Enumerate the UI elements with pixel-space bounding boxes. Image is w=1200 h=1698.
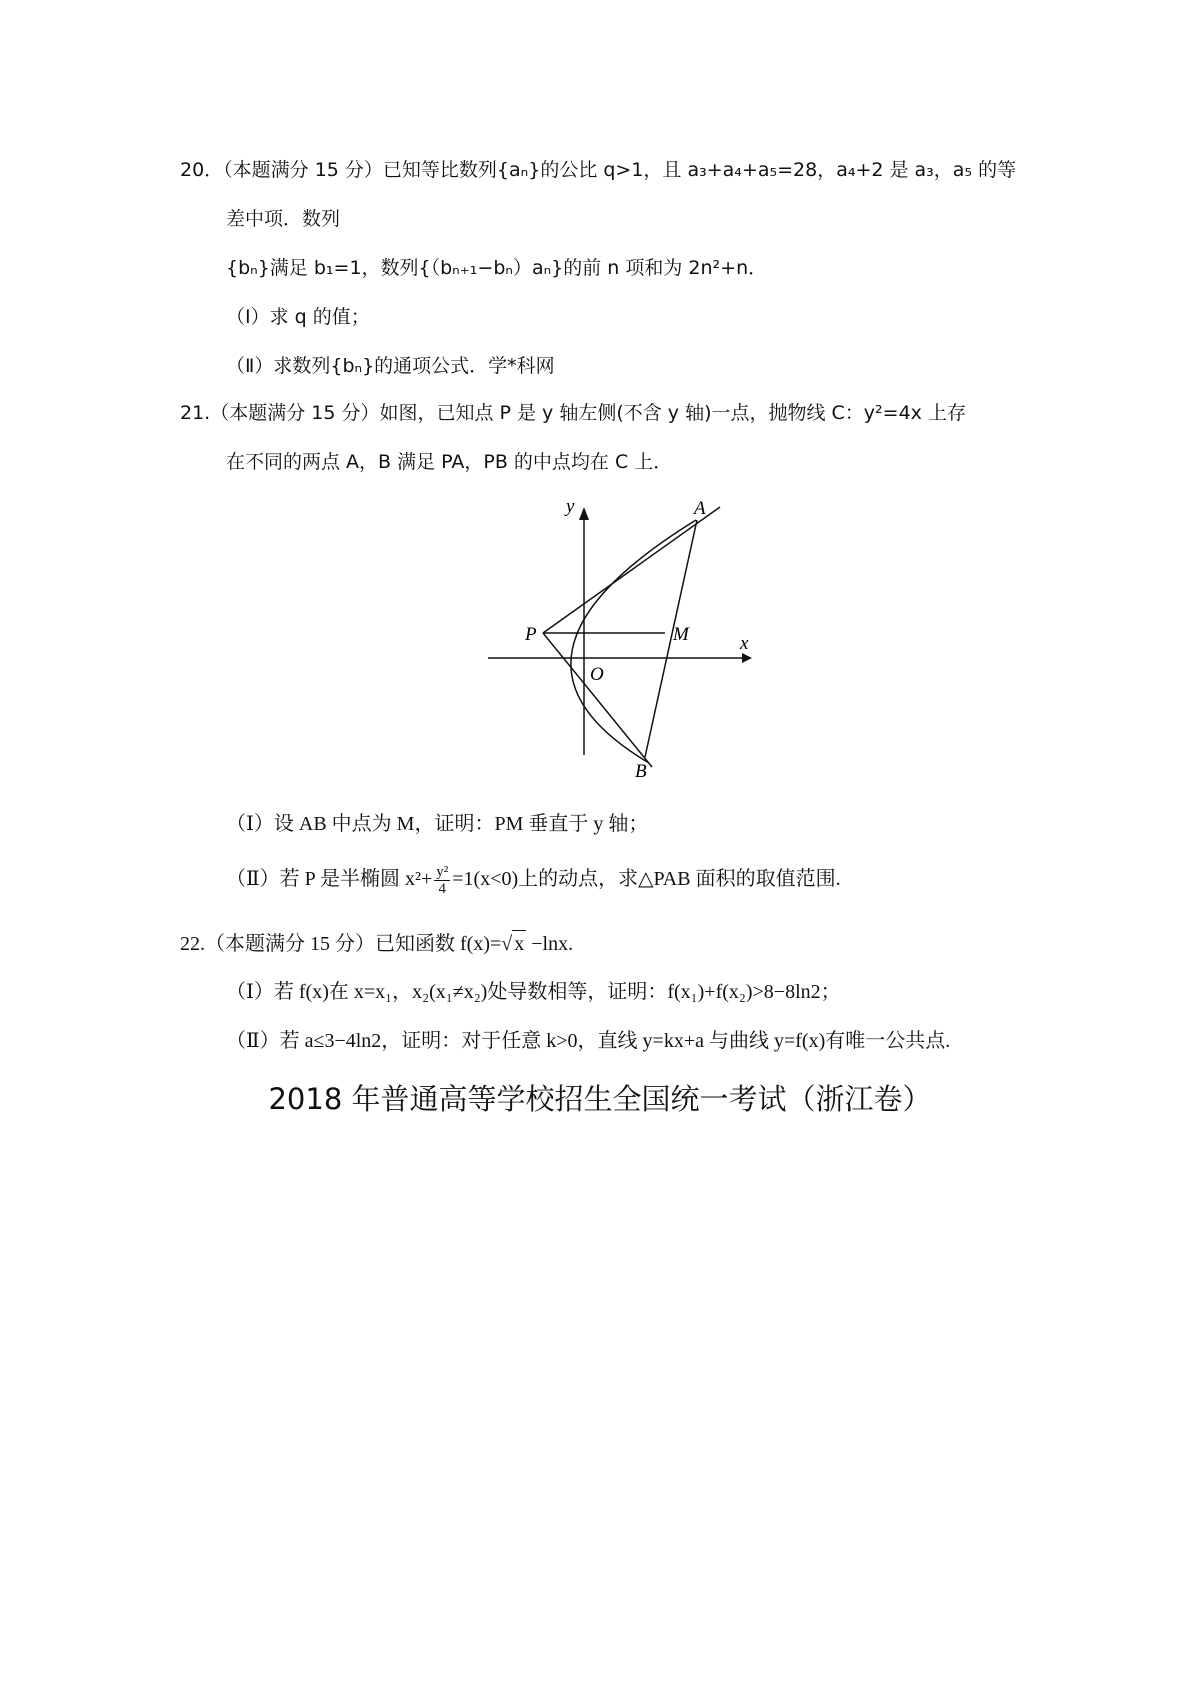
label-b: B xyxy=(635,761,647,780)
q20-line3: {bₙ}满足 b₁=1，数列{（bₙ₊₁−bₙ）aₙ}的前 n 项和为 2n²+n． xyxy=(226,257,768,279)
q22-line1-pre: 22.（本题满分 15 分）已知函数 f(x)= xyxy=(180,933,502,955)
label-p: P xyxy=(525,624,537,645)
q20-part1: （Ⅰ）求 q 的值； xyxy=(226,306,370,328)
q22-line1 xyxy=(180,930,573,957)
q21-part2-pre: （Ⅱ）若 P 是半椭圆 x²+ xyxy=(226,868,433,890)
label-a: A xyxy=(694,498,706,519)
label-m: M xyxy=(673,624,689,645)
q20-part2: （Ⅱ）求数列{bₙ}的通项公式．学*科网 xyxy=(226,355,555,377)
sqrt-radicand: x xyxy=(512,930,526,957)
q21-part2 xyxy=(226,857,841,901)
label-o: O xyxy=(590,664,604,685)
fraction-denominator: 4 xyxy=(438,880,446,897)
q21-part2-post: =1(x<0)上的动点，求△PAB 面积的取值范围. xyxy=(452,868,841,890)
exam-title: 2018 年普通高等学校招生全国统一考试（浙江卷） xyxy=(268,1082,932,1116)
label-y: y xyxy=(566,496,575,517)
q20-line2: 差中项．数列 xyxy=(226,208,341,230)
q22-part2: （Ⅱ）若 a≤3−4ln2，证明：对于任意 k>0，直线 y=kx+a 与曲线 y=f(x)有唯一公共点. xyxy=(226,1030,951,1052)
q20-line1: 20．（本题满分 15 分）已知等比数列{aₙ}的公比 q>1，且 a₃+a₄+a₅=28，a₄+2 是 a₃，a₅ 的等 xyxy=(180,159,1017,181)
x-axis-arrow xyxy=(742,653,752,663)
q21-part1: （Ⅰ）设 AB 中点为 M，证明：PM 垂直于 y 轴； xyxy=(226,813,649,835)
q21-line2: 在不同的两点 A，B 满足 PA，PB 的中点均在 C 上． xyxy=(226,451,673,473)
q22-part1: （Ⅰ）若 f(x)在 x=x₁，x₂(x₁≠x₂)处导数相等，证明：f(x₁)+f(x₂)>8−8ln2； xyxy=(226,981,841,1003)
line-pb xyxy=(543,633,652,767)
sqrt-sign: √ xyxy=(501,933,513,955)
fraction-numerator: y² xyxy=(436,863,449,880)
y-axis-arrow xyxy=(579,507,589,520)
label-x: x xyxy=(740,633,749,654)
parabola-figure xyxy=(480,495,780,784)
q21-line1: 21.（本题满分 15 分）如图，已知点 P 是 y 轴左侧(不含 y 轴)一点，抛物线 C：y²=4x 上存 xyxy=(180,402,966,424)
line-pa xyxy=(543,507,720,633)
q22-line1-post: −lnx. xyxy=(526,933,574,955)
parabola-diagram xyxy=(480,495,780,780)
ellipse-fraction xyxy=(434,864,450,897)
